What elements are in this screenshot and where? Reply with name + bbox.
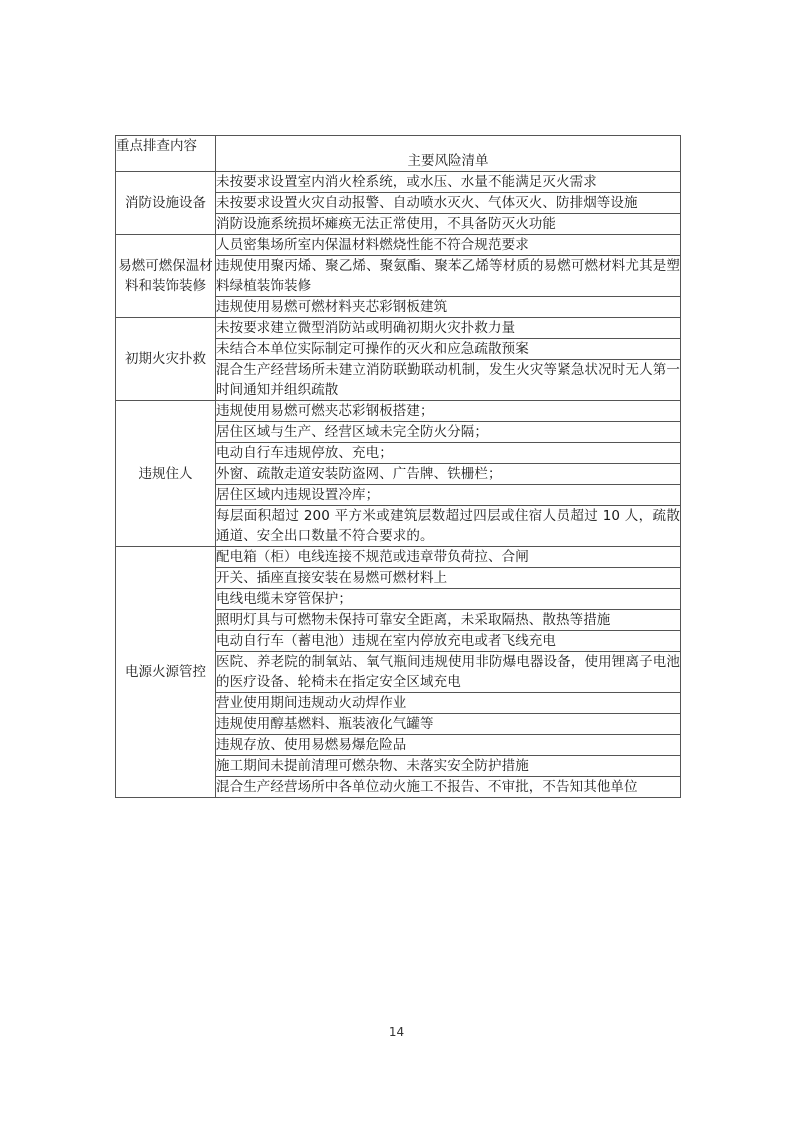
risk-item: 混合生产经营场所未建立消防联勤联动机制，发生火灾等紧急状况时无人第一时间通知并组织疏散 bbox=[216, 360, 681, 401]
category-cell: 违规住人 bbox=[116, 401, 216, 547]
risk-item: 外窗、疏散走道安装防盗网、广告牌、铁栅栏； bbox=[216, 464, 681, 485]
risk-item: 违规使用醇基燃料、瓶装液化气罐等 bbox=[216, 714, 681, 735]
table-row bbox=[116, 547, 681, 568]
risk-item: 配电箱（柜）电线连接不规范或违章带负荷拉、合闸 bbox=[216, 547, 681, 568]
risk-item: 未按要求设置室内消火栓系统，或水压、水量不能满足灭火需求 bbox=[216, 172, 681, 193]
category-cell: 电源火源管控 bbox=[116, 547, 216, 798]
risk-item: 消防设施系统损坏瘫痪无法正常使用，不具备防灭火功能 bbox=[216, 214, 681, 235]
risk-item: 电动自行车违规停放、充电； bbox=[216, 443, 681, 464]
risk-item: 照明灯具与可燃物未保持可靠安全距离，未采取隔热、散热等措施 bbox=[216, 610, 681, 631]
table-body bbox=[116, 172, 681, 798]
category-cell: 易燃可燃保温材料和装饰装修 bbox=[116, 235, 216, 318]
category-cell: 初期火灾扑救 bbox=[116, 318, 216, 401]
risk-item: 电线电缆未穿管保护； bbox=[216, 589, 681, 610]
table-row bbox=[116, 172, 681, 193]
risk-item: 未按要求建立微型消防站或明确初期火灾扑救力量 bbox=[216, 318, 681, 339]
risk-checklist-table bbox=[115, 135, 681, 798]
risk-item: 电动自行车（蓄电池）违规在室内停放充电或者飞线充电 bbox=[216, 631, 681, 652]
category-cell: 消防设施设备 bbox=[116, 172, 216, 235]
risk-item: 违规使用易燃可燃夹芯彩钢板搭建； bbox=[216, 401, 681, 422]
risk-item: 混合生产经营场所中各单位动火施工不报告、不审批，不告知其他单位 bbox=[216, 777, 681, 798]
risk-item: 违规存放、使用易燃易爆危险品 bbox=[216, 735, 681, 756]
risk-item: 开关、插座直接安装在易燃可燃材料上 bbox=[216, 568, 681, 589]
risk-item: 营业使用期间违规动火动焊作业 bbox=[216, 693, 681, 714]
table-row bbox=[116, 401, 681, 422]
risk-item: 违规使用易燃可燃材料夹芯彩钢板建筑 bbox=[216, 297, 681, 318]
risk-item: 未结合本单位实际制定可操作的灭火和应急疏散预案 bbox=[216, 339, 681, 360]
risk-item: 施工期间未提前清理可燃杂物、未落实安全防护措施 bbox=[216, 756, 681, 777]
risk-item: 违规使用聚丙烯、聚乙烯、聚氨酯、聚苯乙烯等材质的易燃可燃材料尤其是塑料绿植装饰装修 bbox=[216, 256, 681, 297]
table-row bbox=[116, 318, 681, 339]
table-header-row bbox=[116, 136, 681, 172]
risk-item: 医院、养老院的制氧站、氧气瓶间违规使用非防爆电器设备，使用锂离子电池的医疗设备、轮椅未在指定安全区域充电 bbox=[216, 652, 681, 693]
risk-item: 每层面积超过 200 平方米或建筑层数超过四层或住宿人员超过 10 人，疏散通道、安全出口数量不符合要求的。 bbox=[216, 506, 681, 547]
risk-item: 人员密集场所室内保温材料燃烧性能不符合规范要求 bbox=[216, 235, 681, 256]
risk-item: 居住区域与生产、经营区域未完全防火分隔； bbox=[216, 422, 681, 443]
header-risk-list: 主要风险清单 bbox=[216, 136, 681, 172]
page-number: 14 bbox=[388, 1025, 405, 1039]
table-row bbox=[116, 235, 681, 256]
header-key-content: 重点排查内容 bbox=[116, 136, 216, 172]
risk-item: 未按要求设置火灾自动报警、自动喷水灭火、气体灭火、防排烟等设施 bbox=[216, 193, 681, 214]
risk-item: 居住区域内违规设置冷库； bbox=[216, 485, 681, 506]
